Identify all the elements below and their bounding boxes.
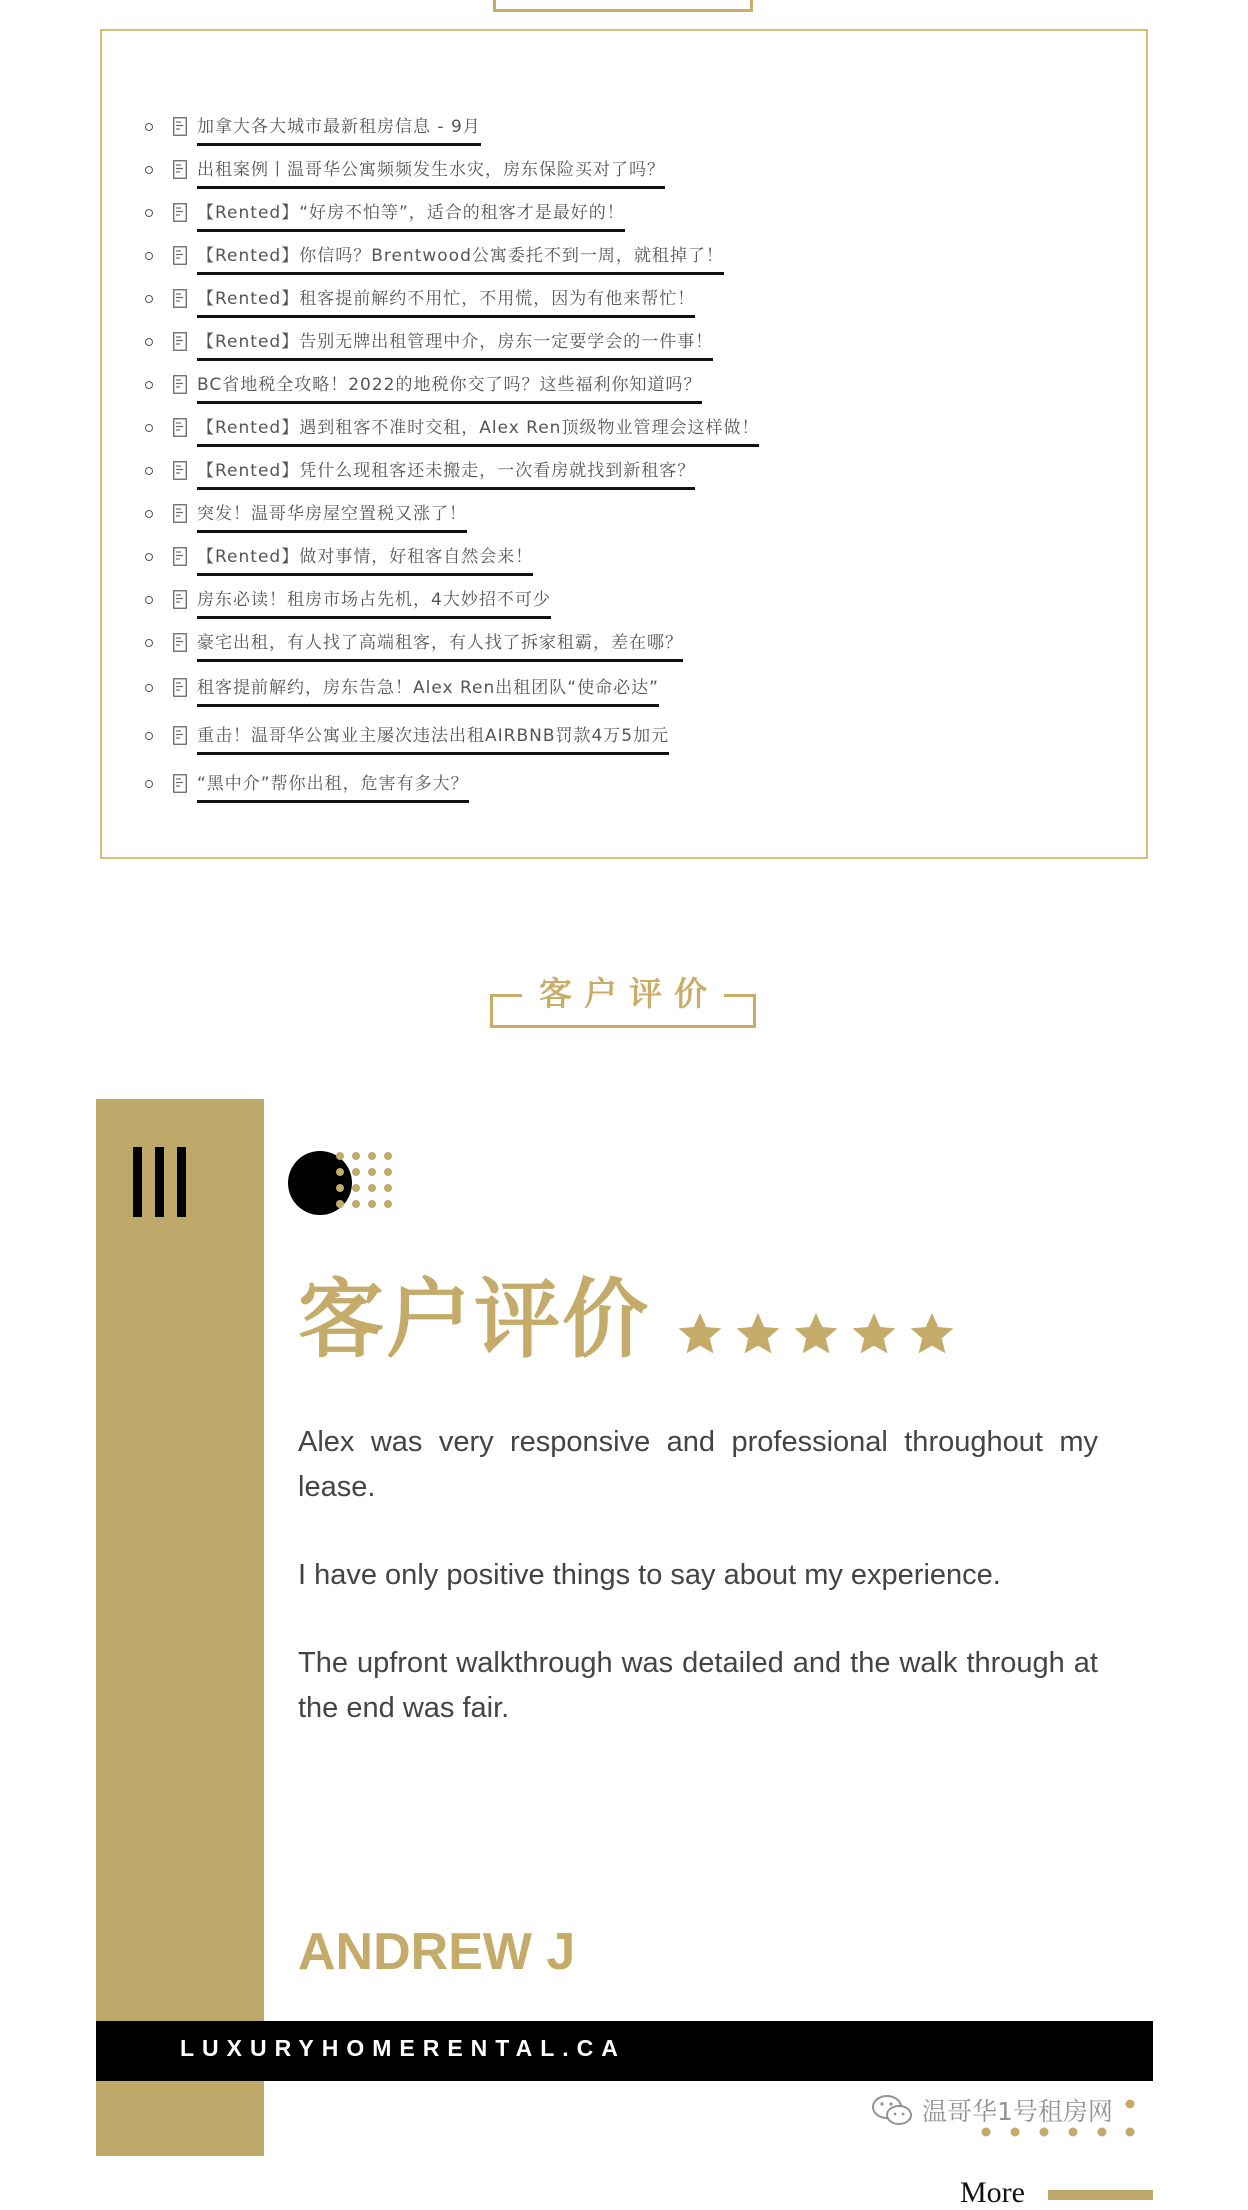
document-icon (173, 726, 187, 745)
review-paragraph: The upfront walkthrough was detailed and the walk through at the end was fair. (298, 1647, 1098, 1724)
article-item (145, 547, 533, 577)
more-decoration-bar (1048, 2190, 1153, 2200)
bullet-icon (145, 596, 153, 604)
article-item (145, 504, 467, 534)
review-text (298, 1420, 1098, 1774)
bullet-icon (145, 338, 153, 346)
watermark (870, 2092, 1113, 2128)
bullet-icon (145, 639, 153, 647)
article-item (145, 332, 713, 362)
bullet-icon (145, 510, 153, 518)
bullet-icon (145, 553, 153, 561)
article-link[interactable]: BC省地税全攻略！2022的地税你交了吗？这些福利你知道吗？ (197, 375, 702, 404)
star-rating (676, 1310, 956, 1358)
bullet-icon (145, 166, 153, 174)
document-icon (173, 375, 187, 394)
article-item (145, 633, 683, 663)
bullet-icon (145, 209, 153, 217)
article-item (145, 160, 665, 190)
star-icon (734, 1310, 782, 1358)
document-icon (173, 418, 187, 437)
article-item (145, 774, 469, 804)
article-item (145, 246, 724, 276)
article-link[interactable]: 重击！温哥华公寓业主屡次违法出租AIRBNB罚款4万5加元 (197, 726, 669, 755)
document-icon (173, 246, 187, 265)
bracket-decoration (490, 1025, 756, 1028)
wechat-icon (870, 2093, 914, 2127)
bullet-icon (145, 732, 153, 740)
bullet-icon (145, 295, 153, 303)
article-item (145, 590, 551, 620)
article-link[interactable]: 【Rented】告别无牌出租管理中介，房东一定要学会的一件事！ (197, 332, 713, 361)
menu-bars-icon (133, 1147, 187, 1217)
bullet-icon (145, 467, 153, 475)
document-icon (173, 590, 187, 609)
bullet-icon (145, 780, 153, 788)
document-icon (173, 289, 187, 308)
review-heading: 客户评价 (298, 1270, 650, 1370)
article-link[interactable]: 豪宅出租，有人找了高端租客，有人找了拆家租霸，差在哪？ (197, 633, 683, 662)
star-icon (676, 1310, 724, 1358)
document-icon (173, 547, 187, 566)
article-link[interactable]: 【Rented】租客提前解约不用忙，不用慌，因为有他来帮忙！ (197, 289, 695, 318)
document-icon (173, 461, 187, 480)
document-icon (173, 332, 187, 351)
article-item (145, 726, 669, 756)
article-link[interactable]: 突发！温哥华房屋空置税又涨了！ (197, 504, 467, 533)
document-icon (173, 203, 187, 222)
document-icon (173, 160, 187, 179)
article-link[interactable]: 租客提前解约，房东告急！Alex Ren出租团队“使命必达” (197, 678, 659, 707)
watermark-text: 温哥华1号租房网 (922, 2097, 1113, 2126)
article-link[interactable]: 【Rented】遇到租客不准时交租，Alex Ren顶级物业管理会这样做！ (197, 418, 759, 447)
star-icon (792, 1310, 840, 1358)
top-frame-decoration (493, 0, 753, 12)
bullet-icon (145, 381, 153, 389)
article-item (145, 461, 695, 491)
article-link[interactable]: 【Rented】做对事情，好租客自然会来！ (197, 547, 533, 576)
article-item (145, 678, 659, 708)
document-icon (173, 504, 187, 523)
article-link[interactable]: 房东必读！租房市场占先机，4大妙招不可少 (197, 590, 551, 619)
article-link[interactable]: “黑中介”帮你出租，危害有多大？ (197, 774, 469, 803)
review-paragraph: I have only positive things to say about my experience. (298, 1559, 1001, 1591)
reviewer-name: ANDREW J (298, 1923, 576, 1981)
bullet-icon (145, 252, 153, 260)
section-title-block (490, 960, 756, 1030)
decor-dot-grid (331, 1148, 397, 1214)
more-link[interactable]: More (960, 2176, 1025, 2209)
brand-url: LUXURYHOMERENTAL.CA (180, 2035, 626, 2061)
article-link[interactable]: 加拿大各大城市最新租房信息 - 9月 (197, 117, 481, 146)
article-item (145, 289, 695, 319)
document-icon (173, 633, 187, 652)
section-title: 客户评价 (539, 974, 719, 1013)
article-link[interactable]: 【Rented】凭什么现租客还未搬走，一次看房就找到新租客？ (197, 461, 695, 490)
article-list-box (100, 29, 1148, 859)
article-item (145, 117, 481, 147)
article-link[interactable]: 【Rented】你信吗？Brentwood公寓委托不到一周，就租掉了！ (197, 246, 724, 275)
review-card-sidebar (96, 1099, 264, 2156)
star-icon (908, 1310, 956, 1358)
article-link[interactable]: 【Rented】“好房不怕等”，适合的租客才是最好的！ (197, 203, 625, 232)
review-paragraph: Alex was very responsive and professional throughout my lease. (298, 1426, 1098, 1503)
brand-bar (96, 2021, 1153, 2081)
article-link[interactable]: 出租案例丨温哥华公寓频频发生水灾，房东保险买对了吗？ (197, 160, 665, 189)
article-item (145, 375, 702, 405)
bullet-icon (145, 684, 153, 692)
star-icon (850, 1310, 898, 1358)
document-icon (173, 774, 187, 793)
article-item (145, 203, 625, 233)
bullet-icon (145, 123, 153, 131)
article-item (145, 418, 759, 448)
document-icon (173, 678, 187, 697)
bullet-icon (145, 424, 153, 432)
document-icon (173, 117, 187, 136)
